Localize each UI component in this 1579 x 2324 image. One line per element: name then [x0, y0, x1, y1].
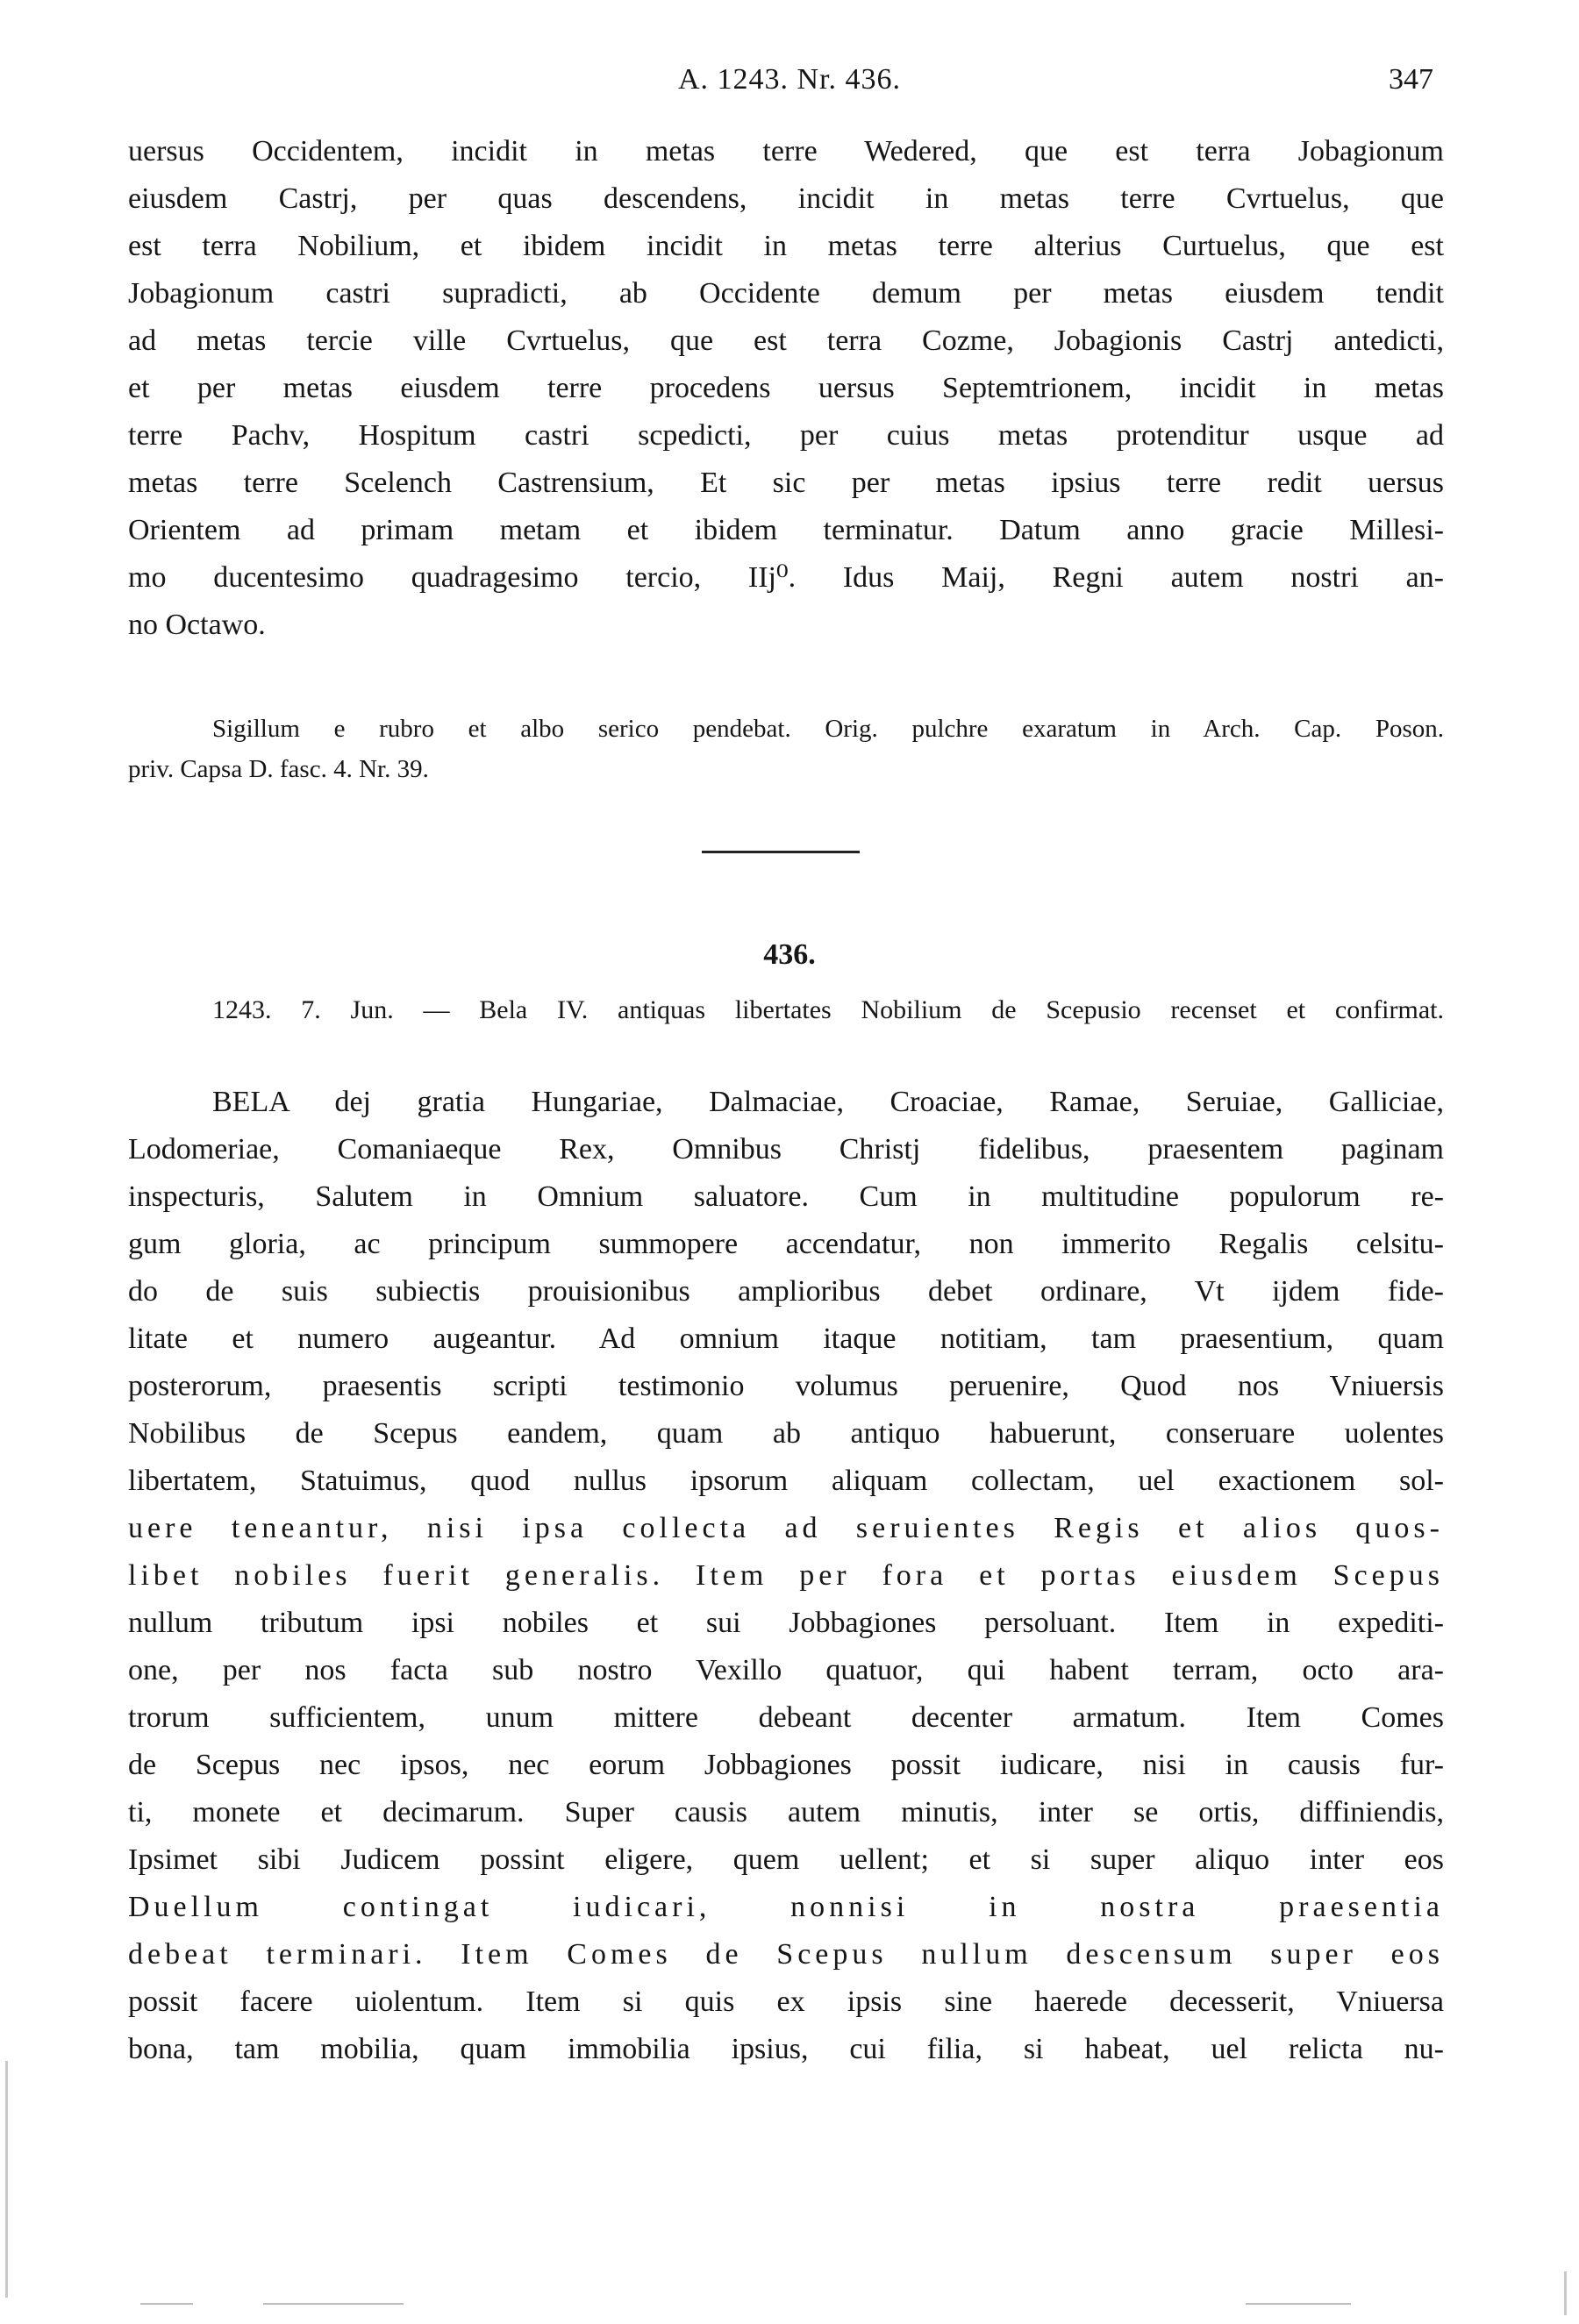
text-line: Jobagionum castri supradicti, ab Occidente demum per metas eiusdem tendit	[128, 277, 1444, 310]
text-line: gum gloria, ac principum summopere accendatur, non immerito Regalis celsitu-	[128, 1228, 1444, 1260]
scan-artifact-line	[263, 2303, 404, 2305]
note-line: Sigillum e rubro et albo serico pendebat. Orig. pulchre exaratum in Arch. Cap. Poson.	[212, 715, 1444, 743]
page-number: 347	[1389, 63, 1433, 96]
text-line: possit facere uiolentum. Item si quis ex ipsis sine haerede decesserit, Vniuersa	[128, 1985, 1444, 2018]
note-line: priv. Capsa D. fasc. 4. Nr. 39.	[128, 755, 429, 783]
scan-artifact-line	[140, 2303, 193, 2305]
charter-text	[128, 1079, 1444, 2073]
text-line: uere teneantur, nisi ipsa collecta ad seruientes Regis et alios quos-	[128, 1512, 1444, 1544]
charter-regest: 1243. 7. Jun. — Bela IV. antiquas libertates Nobilium de Scepusio recenset et confirmat.	[212, 995, 1444, 1024]
text-line: de Scepus nec ipsos, nec eorum Jobbagiones possit iudicare, nisi in causis fur-	[128, 1749, 1444, 1781]
text-line: posterorum, praesentis scripti testimonio volumus peruenire, Quod nos Vniuersis	[128, 1370, 1444, 1402]
scan-artifact-line	[1246, 2303, 1351, 2305]
text-line: trorum sufficientem, unum mittere debeant decenter armatum. Item Comes	[128, 1701, 1444, 1734]
scan-edge-mark	[1564, 2271, 1567, 2315]
text-line: bona, tam mobilia, quam immobilia ipsius, cui filia, si habeat, uel relicta nu-	[128, 2033, 1444, 2065]
text-line: Nobilibus de Scepus eandem, quam ab antiquo habuerunt, conseruare uolentes	[128, 1417, 1444, 1450]
text-line: no Octawo.	[128, 609, 266, 641]
text-line: ad metas tercie ville Cvrtuelus, que est terra Cozme, Jobagionis Castrj antedicti,	[128, 324, 1444, 357]
source-note	[128, 709, 1444, 789]
running-title: A. 1243. Nr. 436.	[677, 63, 902, 96]
text-line: Lodomeriae, Comaniaeque Rex, Omnibus Christj fidelibus, praesentem paginam	[128, 1133, 1444, 1166]
text-line: uersus Occidentem, incidit in metas terre Wedered, que est terra Jobagionum	[128, 135, 1444, 168]
text-line: do de suis subiectis prouisionibus amplioribus debet ordinare, Vt ijdem fide-	[128, 1275, 1444, 1308]
text-line: inspecturis, Salutem in Omnium saluatore. Cum in multitudine populorum re-	[128, 1180, 1444, 1213]
text-line: litate et numero augeantur. Ad omnium itaque notitiam, tam praesentium, quam	[128, 1322, 1444, 1355]
text-line: BELA dej gratia Hungariae, Dalmaciae, Croaciae, Ramae, Seruiae, Galliciae,	[212, 1086, 1444, 1118]
previous-charter-text	[128, 128, 1444, 649]
text-line: eiusdem Castrj, per quas descendens, incidit in metas terre Cvrtuelus, que	[128, 182, 1444, 215]
text-line: libet nobiles fuerit generalis. Item per fora et portas eiusdem Scepus	[128, 1559, 1444, 1592]
text-line: terre Pachv, Hospitum castri scpedicti, per cuius metas protenditur usque ad	[128, 419, 1444, 452]
text-line: one, per nos facta sub nostro Vexillo quatuor, qui habent terram, octo ara-	[128, 1654, 1444, 1686]
text-line: libertatem, Statuimus, quod nullus ipsorum aliquam collectam, uel exactionem sol-	[128, 1465, 1444, 1497]
text-line: debeat terminari. Item Comes de Scepus nullum descensum super eos	[128, 1938, 1444, 1971]
text-line: et per metas eiusdem terre procedens uersus Septemtrionem, incidit in metas	[128, 372, 1444, 404]
text-line: est terra Nobilium, et ibidem incidit in metas terre alterius Curtuelus, que est	[128, 230, 1444, 262]
text-line: Ipsimet sibi Judicem possint eligere, quem uellent; et si super aliquo inter eos	[128, 1843, 1444, 1876]
scan-edge-mark	[5, 2061, 8, 2298]
text-line: ti, monete et decimarum. Super causis autem minutis, inter se ortis, diffiniendis,	[128, 1796, 1444, 1829]
charter-number: 436.	[763, 938, 816, 971]
section-divider	[702, 851, 860, 853]
text-line: mo ducentesimo quadragesimo tercio, IIj⁰. Idus Maij, Regni autem nostri an-	[128, 561, 1444, 594]
text-line: nullum tributum ipsi nobiles et sui Jobbagiones persoluant. Item in expediti-	[128, 1607, 1444, 1639]
text-line: Duellum contingat iudicari, nonnisi in nostra praesentia	[128, 1891, 1444, 1923]
running-head	[0, 63, 1579, 107]
text-line: metas terre Scelench Castrensium, Et sic per metas ipsius terre redit uersus	[128, 467, 1444, 499]
text-line: Orientem ad primam metam et ibidem terminatur. Datum anno gracie Millesi-	[128, 514, 1444, 546]
